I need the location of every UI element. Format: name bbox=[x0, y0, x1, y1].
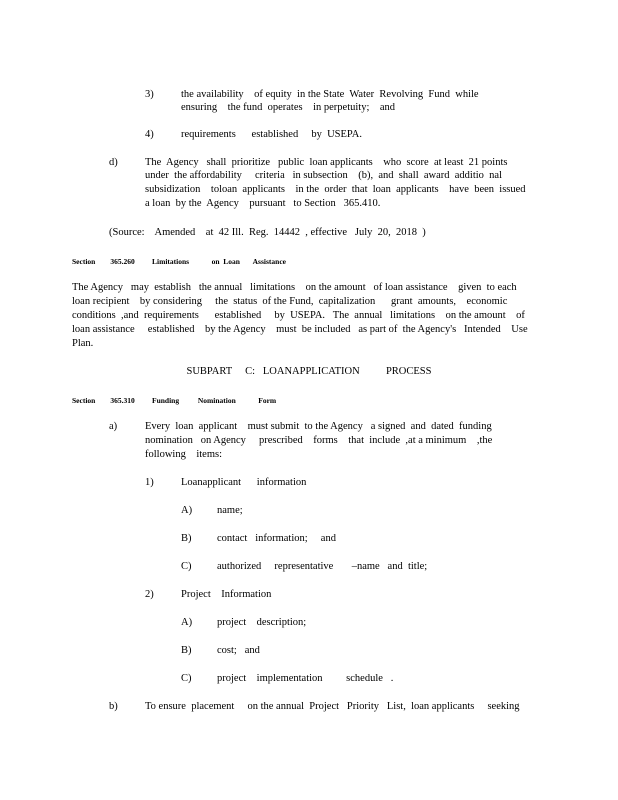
section-260-line-2: loan recipient by considering the status of the Fund, capitalization grant amounts, economic bbox=[72, 296, 508, 307]
list-number-2: 2) bbox=[145, 589, 154, 600]
source-note: (Source: Amended at 42 Ill. Reg. 14442 , effective July 20, 2018 ) bbox=[109, 227, 426, 238]
list-2-label: Project Information bbox=[181, 589, 272, 600]
list-1-letter-a: A) bbox=[181, 505, 193, 516]
list-number-4: 4) bbox=[145, 129, 154, 140]
subsection-b-line-1: To ensure placement on the annual Project Priority List, loan applicants seeking bbox=[145, 701, 520, 712]
section-260-line-5: Plan. bbox=[72, 338, 94, 349]
section-260-title: Limitations on Loan Assistance bbox=[152, 257, 286, 266]
list-1-item-b: contact information; and bbox=[217, 533, 336, 544]
subsection-d-line-2: under the affordability criteria in subsection (b), and shall award additio nal bbox=[145, 170, 502, 181]
subsection-b-number: b) bbox=[109, 701, 118, 712]
list-1-item-a: name; bbox=[217, 505, 243, 516]
list-2-letter-c: C) bbox=[181, 673, 192, 684]
subsection-d-number: d) bbox=[109, 157, 118, 168]
list-1-letter-b: B) bbox=[181, 533, 192, 544]
subpart-title: SUBPART C: LOANAPPLICATION PROCESS bbox=[186, 366, 432, 377]
list-number-3: 3) bbox=[145, 89, 154, 100]
list-1-letter-c: C) bbox=[181, 561, 192, 572]
subsection-a-line-2: nomination on Agency prescribed forms that include ,at a minimum ,the bbox=[145, 435, 493, 446]
section-310-number: Section 365.310 bbox=[72, 396, 135, 405]
list-1-item-c: authorized representative –name and title; bbox=[217, 561, 428, 572]
subsection-d-line-1: The Agency shall prioritize public loan applicants who score at least 21 points bbox=[145, 157, 508, 168]
list-2-letter-b: B) bbox=[181, 645, 192, 656]
section-260-number: Section 365.260 bbox=[72, 257, 135, 266]
subsection-a-line-3: following items: bbox=[145, 449, 222, 460]
section-260-line-3: conditions ,and requirements established by USEPA. The annual limitations on the amount of bbox=[72, 310, 525, 321]
subsection-a-number: a) bbox=[109, 421, 118, 432]
list-number-1: 1) bbox=[145, 477, 154, 488]
section-260-line-1: The Agency may establish the annual limitations on the amount of loan assistance given to each bbox=[72, 282, 517, 293]
list-2-item-c: project implementation schedule . bbox=[217, 673, 394, 684]
section-260-line-4: loan assistance established by the Agency must be included as part of the Agency's Intended Use bbox=[72, 324, 528, 335]
subsection-a-line-1: Every loan applicant must submit to the Agency a signed and dated funding bbox=[145, 421, 492, 432]
section-310-title: Funding Nomination Form bbox=[152, 396, 277, 405]
item-3-line-1: the availability of equity in the State Water Revolving Fund while bbox=[181, 89, 479, 100]
item-4-line-1: requirements established by USEPA. bbox=[181, 129, 363, 140]
subsection-d-line-3: subsidization toloan applicants in the order that loan applicants have been issued bbox=[145, 184, 526, 195]
list-1-label: Loanapplicant information bbox=[181, 477, 307, 488]
item-3-line-2: ensuring the fund operates in perpetuity; and bbox=[181, 102, 396, 113]
list-2-item-a: project description; bbox=[217, 617, 307, 628]
list-2-letter-a: A) bbox=[181, 617, 193, 628]
list-2-item-b: cost; and bbox=[217, 645, 260, 656]
subsection-d-line-4: a loan by the Agency pursuant to Section 365.410. bbox=[145, 198, 381, 209]
